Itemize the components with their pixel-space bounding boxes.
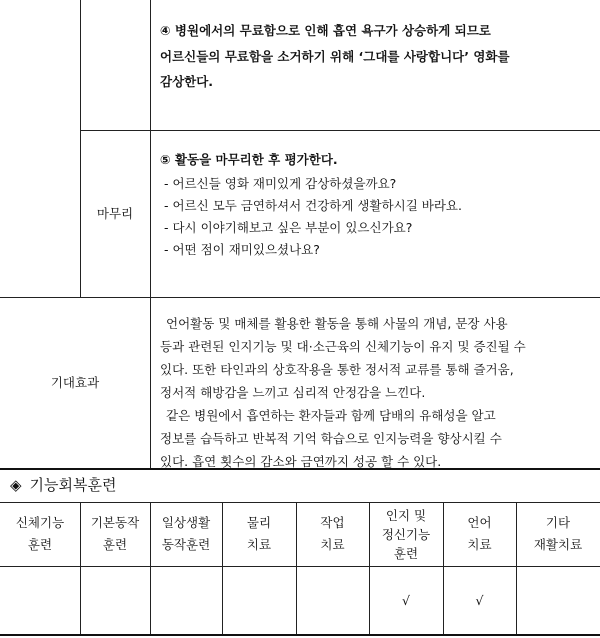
col-text: 훈련 <box>102 537 128 552</box>
col-text: 작업 <box>320 515 345 530</box>
effect-line: 정서적 해방감을 느끼고 심리적 안정감을 느낀다. <box>160 385 426 400</box>
check-cell <box>0 566 80 634</box>
col-text: 신체기능 <box>15 515 65 530</box>
col-text: 언어 <box>467 515 492 530</box>
grid-line <box>80 130 600 131</box>
effect-line: 정보를 습득하고 반복적 기억 학습으로 인지능력을 향상시킬 수 <box>160 431 502 446</box>
rehab-col-physical <box>0 502 80 566</box>
rehab-col-speech <box>443 502 516 566</box>
col-text: 동작훈련 <box>161 537 211 552</box>
step4-line: ④ 병원에서의 무료함으로 인해 흡연 욕구가 상승하게 되므로 <box>160 23 491 38</box>
col-text: 일상생활 <box>161 515 211 530</box>
grid-line <box>150 0 151 297</box>
effect-line: 같은 병원에서 흡연하는 환자들과 함께 담배의 유해성을 알고 <box>166 408 496 423</box>
check-cell <box>80 566 150 634</box>
rehab-section-title <box>10 475 117 495</box>
grid-line <box>0 297 600 298</box>
step5-title: ⑤ 활동을 마무리한 후 평가한다. <box>160 152 338 167</box>
rehab-title-text: 기능회복훈련 <box>29 476 117 494</box>
diamond-icon: ◈ <box>10 476 22 494</box>
effect-line: 있다. 흡연 횟수의 감소와 금연까지 성공 할 수 있다. <box>160 454 442 469</box>
effect-line: 있다. 또한 타인과의 상호작용을 통한 정서적 교류를 통해 즐거움, <box>160 362 514 377</box>
step5-item: - 어르신들 영화 재미있게 감상하셨을까요? <box>164 176 397 191</box>
rehab-col-cognitive <box>369 502 443 566</box>
col-text: 인지 및 <box>385 507 427 523</box>
col-text: 물리 <box>246 515 272 530</box>
col-text: 기타 <box>545 515 571 530</box>
rehab-col-other <box>516 502 600 566</box>
col-text: 치료 <box>320 537 345 552</box>
effect-line: 언어활동 및 매체를 활용한 활동을 통해 사물의 개념, 문장 사용 <box>166 316 508 331</box>
grid-line <box>80 0 81 297</box>
step5-item: - 다시 이야기해보고 싶은 부분이 있으신가요? <box>164 220 413 235</box>
closing-label: 마무리 <box>96 206 134 221</box>
check-cell <box>516 566 600 634</box>
col-text: 치료 <box>246 537 272 552</box>
col-text: 정신기능 <box>381 526 431 542</box>
col-text: 치료 <box>467 537 492 552</box>
step5-item: - 어르신 모두 금연하셔서 건강하게 생활하시길 바라요. <box>164 198 462 213</box>
check-cell-speech: √ <box>475 593 484 608</box>
step4-line: 감상한다. <box>160 74 214 89</box>
grid-line <box>150 297 151 468</box>
col-text: 훈련 <box>393 545 419 561</box>
step4-line: 어르신들의 무료함을 소거하기 위해 ‘그대를 사랑합니다’ 영화를 <box>160 49 510 64</box>
rehab-col-daily-living <box>150 502 222 566</box>
expected-effect-label: 기대효과 <box>50 375 100 390</box>
step5-item: - 어떤 점이 재미있으셨나요? <box>164 242 320 257</box>
check-cell <box>296 566 369 634</box>
col-text: 훈련 <box>27 537 53 552</box>
check-cell <box>150 566 222 634</box>
col-text: 기본동작 <box>90 515 140 530</box>
col-text: 재활치료 <box>533 537 583 552</box>
check-cell-cognitive: √ <box>402 593 410 608</box>
effect-line: 등과 관련된 인지기능 및 대·소근육의 신체기능이 유지 및 증진될 수 <box>160 339 526 354</box>
rehab-col-basic-motion <box>80 502 150 566</box>
check-cell <box>222 566 296 634</box>
grid-line <box>0 634 600 636</box>
rehab-col-occupational <box>296 502 369 566</box>
rehab-col-physical-therapy <box>222 502 296 566</box>
